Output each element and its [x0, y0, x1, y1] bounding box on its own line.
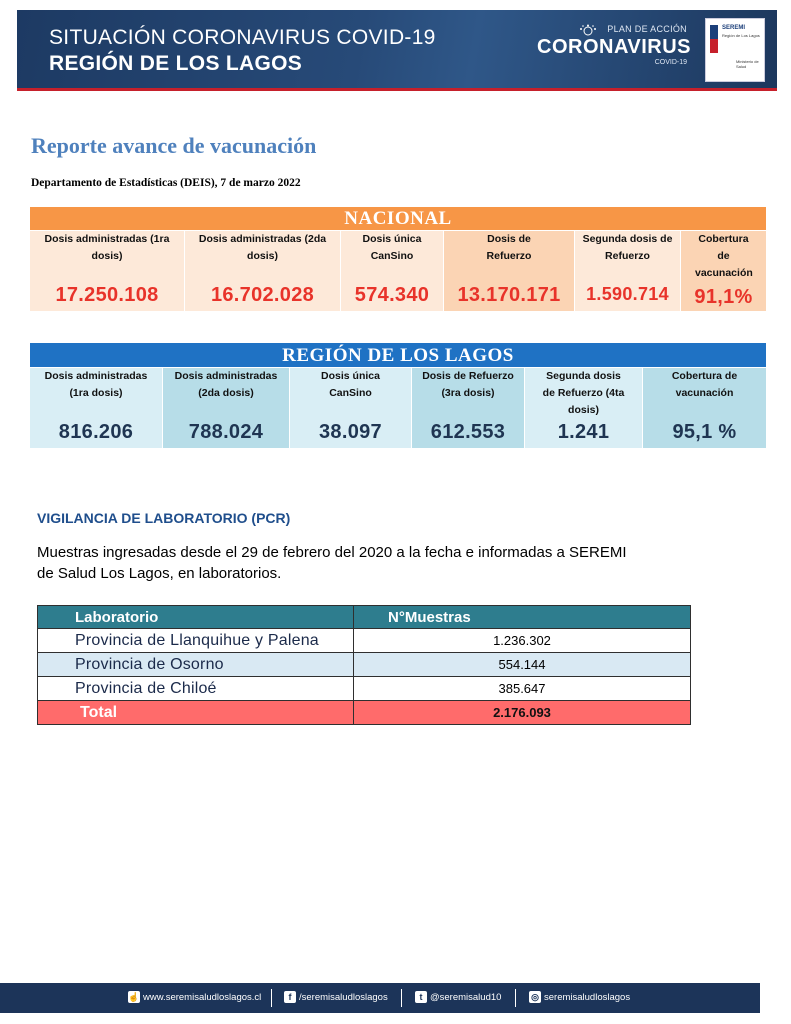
- nacional-label: Dosis única CanSino: [362, 233, 422, 262]
- nacional-cell-coverage: [681, 231, 766, 311]
- col-header-samples: N°Muestras: [354, 606, 691, 629]
- report-subtitle: Departamento de Estadísticas (DEIS), 7 de marzo 2022: [31, 177, 301, 189]
- plan-big-text: CORONAVIRUS: [537, 36, 692, 58]
- nacional-value: 16.702.028: [210, 284, 315, 306]
- nacional-cell-dose2: [185, 231, 340, 311]
- nacional-value: 17.250.108: [55, 284, 159, 306]
- footer-website-text: www.seremisaludloslagos.cl: [143, 991, 262, 1003]
- footer-twitter[interactable]: [415, 991, 501, 1003]
- footer-instagram[interactable]: [529, 991, 630, 1003]
- region-cell-refuerzo: [412, 368, 524, 448]
- banner-region: REGIÓN DE LOS LAGOS: [49, 52, 303, 75]
- plan-covid-text: COVID-19: [654, 59, 687, 66]
- facebook-icon: f: [284, 991, 296, 1003]
- nacional-label: Cobertura de vacunación: [695, 233, 753, 279]
- table-row: [38, 629, 691, 653]
- col-header-lab: Laboratorio: [38, 606, 354, 629]
- banner-title: SITUACIÓN CORONAVIRUS COVID-19: [49, 26, 436, 49]
- nacional-label: Dosis de Refuerzo: [486, 233, 532, 262]
- pcr-header-row: [38, 606, 691, 629]
- pcr-table: [37, 605, 691, 725]
- footer-instagram-text: seremisaludloslagos: [544, 991, 631, 1003]
- report-title: Reporte avance de vacunación: [31, 133, 317, 158]
- lab-samples: 1.236.302: [354, 629, 691, 653]
- footer-website[interactable]: [128, 991, 261, 1003]
- instagram-icon: ◎: [529, 991, 541, 1003]
- nacional-label: Dosis administradas (1ra dosis): [44, 233, 170, 262]
- region-heading: REGIÓN DE LOS LAGOS: [30, 343, 766, 367]
- header-banner: [17, 10, 777, 90]
- nacional-label: Dosis administradas (2da dosis): [198, 233, 327, 262]
- region-cell-dose1: [30, 368, 162, 448]
- header-divider: [17, 88, 777, 91]
- region-cell-coverage: [643, 368, 766, 448]
- lab-name: Provincia de Llanquihue y Palena: [38, 629, 354, 653]
- footer-facebook[interactable]: [284, 991, 388, 1003]
- lab-samples: 385.647: [354, 677, 691, 701]
- plan-coronavirus-logo: [537, 24, 692, 76]
- region-value: 788.024: [188, 421, 264, 443]
- footer-separator: [401, 989, 402, 1007]
- web-icon: ☝: [128, 991, 140, 1002]
- nacional-cell-dose1: [30, 231, 184, 311]
- nacional-cell-refuerzo: [444, 231, 574, 311]
- region-cell-second-booster: [525, 368, 642, 448]
- region-label: Dosis única CanSino: [321, 370, 380, 399]
- footer-bar: [0, 983, 760, 1013]
- pcr-description: Muestras ingresadas desde el 29 de febrero del 2020 a la fecha e informadas a SEREMI de Salud Los Lagos, en laboratorios.: [37, 544, 627, 582]
- nacional-value: 574.340: [354, 284, 430, 306]
- nacional-cell-cansino: [341, 231, 443, 311]
- region-cell-cansino: [290, 368, 411, 448]
- total-value: 2.176.093: [354, 701, 691, 725]
- nacional-value: 13.170.171: [457, 284, 561, 306]
- nacional-heading: NACIONAL: [30, 207, 766, 230]
- lab-name: Provincia de Chiloé: [38, 677, 354, 701]
- nacional-cell-second-booster: [575, 231, 680, 311]
- region-value: 1.241: [557, 421, 610, 443]
- table-row: [38, 677, 691, 701]
- nacional-value: 91,1%: [694, 286, 753, 308]
- pcr-title: VIGILANCIA DE LABORATORIO (PCR): [37, 510, 291, 526]
- region-label: Cobertura de vacunación: [671, 370, 738, 399]
- region-value: 38.097: [319, 421, 382, 443]
- lab-samples: 554.144: [354, 653, 691, 677]
- footer-separator: [271, 989, 272, 1007]
- region-value: 95,1 %: [672, 421, 737, 443]
- region-label: Dosis de Refuerzo (3ra dosis): [422, 370, 514, 399]
- lab-name: Provincia de Osorno: [38, 653, 354, 677]
- table-row: [38, 653, 691, 677]
- nacional-value: 1.590.714: [586, 284, 669, 304]
- footer-twitter-text: @seremisalud10: [430, 991, 502, 1003]
- total-row: [38, 701, 691, 725]
- region-label: Dosis administradas (2da dosis): [174, 370, 278, 399]
- footer-facebook-text: /seremisaludloslagos: [299, 991, 388, 1003]
- region-value: 816.206: [58, 421, 134, 443]
- region-label: Dosis administradas (1ra dosis): [44, 370, 148, 399]
- region-value: 612.553: [430, 421, 506, 443]
- seremi-logo: SEREMI Región de Los Lagos Ministerio de Salud: [705, 18, 765, 82]
- region-cell-dose2: [163, 368, 289, 448]
- twitter-icon: t: [415, 991, 427, 1003]
- nacional-label: Segunda dosis de Refuerzo: [582, 233, 673, 262]
- region-label: Segunda dosis de Refuerzo (4ta dosis): [542, 370, 625, 416]
- total-label: Total: [38, 701, 354, 725]
- plan-small-text: PLAN DE ACCIÓN: [607, 24, 687, 34]
- footer-separator: [515, 989, 516, 1007]
